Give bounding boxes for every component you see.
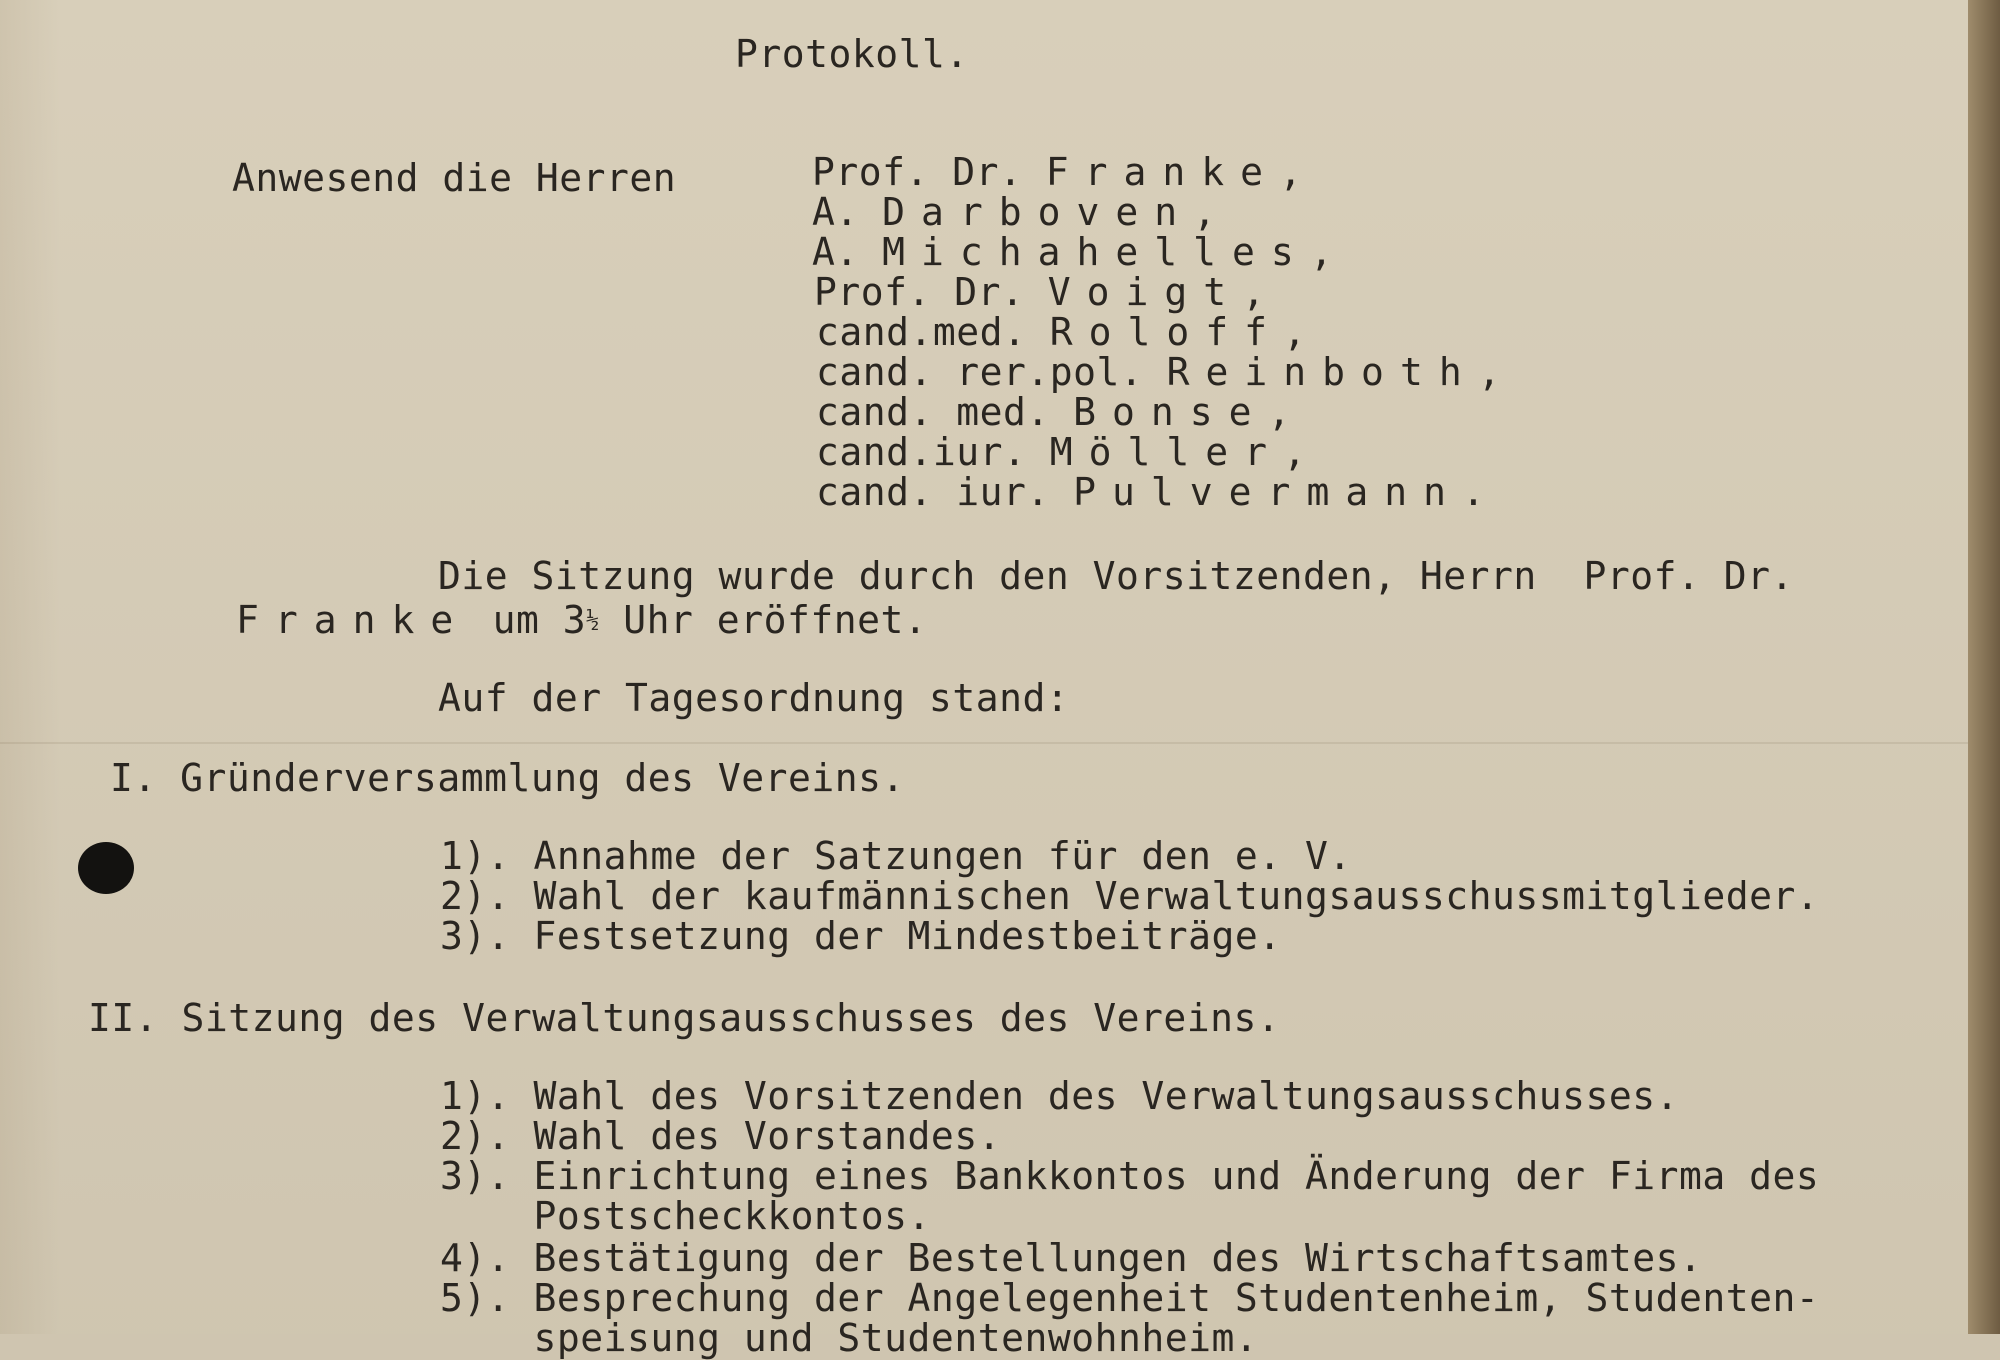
attendee-line	[816, 312, 1306, 352]
attendee-name: Roloff	[1049, 310, 1284, 354]
section-numeral: I.	[110, 756, 157, 800]
agenda-item: Postscheckkontos.	[440, 1194, 931, 1238]
attendee-punctuation: ,	[1283, 430, 1307, 474]
agenda-item: 4). Bestätigung der Bestellungen des Wirtschaftsamtes.	[440, 1236, 1703, 1280]
opening-time-fraction: ½	[586, 608, 600, 633]
attendee-name: Pulvermann	[1073, 470, 1462, 514]
agenda-item: 1). Wahl des Vorsitzenden des Verwaltungsausschusses.	[440, 1074, 1680, 1118]
attendee-title: cand.med.	[816, 310, 1050, 354]
attendee-name: Michahelles	[882, 230, 1310, 274]
paper-fold-line	[0, 742, 2000, 744]
attendee-punctuation: .	[1461, 470, 1486, 514]
attendee-title: Prof. Dr.	[814, 270, 1048, 314]
attendee-title: cand. med.	[816, 390, 1074, 434]
attendee-punctuation: ,	[1283, 310, 1307, 354]
attendee-line	[812, 232, 1333, 272]
attendance-label: Anwesend die Herren	[232, 156, 677, 200]
agenda-intro: Auf der Tagesordnung stand:	[438, 676, 1070, 720]
attendee-line	[816, 352, 1501, 392]
agenda-item: speisung und Studentenwohnheim.	[440, 1316, 1259, 1360]
agenda-item: 2). Wahl des Vorstandes.	[440, 1114, 1002, 1158]
attendee-title: Prof. Dr.	[812, 150, 1046, 194]
attendee-name: Darboven	[882, 190, 1194, 234]
attendee-title: cand.iur.	[816, 430, 1050, 474]
agenda-item: 5). Besprechung der Angelegenheit Studentenheim, Studenten-	[440, 1276, 1820, 1320]
agenda-item: 1). Annahme der Satzungen für den e. V.	[440, 834, 1352, 878]
attendee-punctuation: ,	[1279, 150, 1303, 194]
attendee-title: cand. rer.pol.	[816, 350, 1167, 394]
agenda-item: 3). Festsetzung der Mindestbeiträge.	[440, 914, 1282, 958]
section-numeral: II.	[88, 996, 159, 1040]
paper-edge	[1968, 0, 2000, 1334]
attendee-punctuation: ,	[1193, 190, 1217, 234]
attendee-title: A.	[812, 230, 883, 274]
attendee-name: Voigt	[1047, 270, 1243, 314]
attendee-name: Reinboth	[1166, 350, 1478, 394]
section-title: Gründerversammlung des Vereins.	[180, 756, 905, 800]
attendee-punctuation: ,	[1309, 230, 1334, 274]
section-title: Sitzung des Verwaltungsausschusses des Vereins.	[181, 996, 1281, 1040]
agenda-item: 3). Einrichtung eines Bankkontos und Änderung der Firma des	[440, 1154, 1820, 1198]
attendee-name: Möller	[1049, 430, 1284, 474]
opening-line-2	[236, 600, 927, 641]
attendee-line	[816, 472, 1485, 512]
punch-hole	[78, 842, 134, 894]
attendee-title: cand. iur.	[816, 470, 1074, 514]
attendee-punctuation: ,	[1242, 270, 1266, 314]
chair-name: Franke	[236, 598, 470, 642]
attendee-line	[812, 192, 1217, 232]
opening-time-suffix: Uhr eröffnet.	[599, 598, 928, 642]
attendee-line	[816, 392, 1291, 432]
attendee-punctuation: ,	[1477, 350, 1502, 394]
opening-time-prefix: um 3	[469, 598, 587, 642]
attendee-line	[812, 152, 1302, 192]
agenda-item: 2). Wahl der kaufmännischen Verwaltungsausschussmitglieder.	[440, 874, 1820, 918]
opening-line: Die Sitzung wurde durch den Vorsitzenden, Herrn Prof. Dr.	[438, 554, 1794, 598]
attendee-name: Bonse	[1073, 390, 1268, 434]
attendee-name: Franke	[1045, 150, 1280, 194]
section-heading	[88, 998, 1280, 1038]
attendee-punctuation: ,	[1267, 390, 1291, 434]
attendee-line	[816, 432, 1306, 472]
document-title: Protokoll.	[735, 32, 969, 76]
attendee-title: A.	[812, 190, 883, 234]
section-heading	[110, 758, 905, 798]
attendee-line	[814, 272, 1266, 312]
